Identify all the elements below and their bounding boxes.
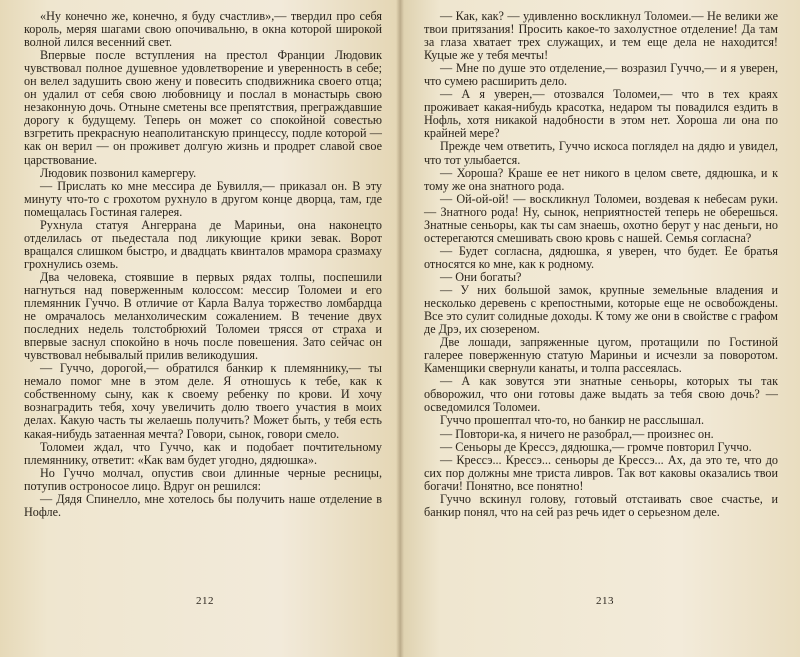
paragraph: — Ой-ой-ой! — воскликнул Толомеи, воздевая к небесам руки.— Знатного рода! Ну, сынок, неприятностей теперь не оберешься. Знатные сеньоры, как ты сам знаешь, охотно берут у нас деньги, но остерегаются смешивать свою кровь с нашей. Семья согласна?	[424, 191, 778, 245]
paragraph: Гуччо прошептал что-то, но банкир не расслышал.	[440, 413, 705, 428]
page-number: 213	[596, 595, 614, 607]
paragraph: — Мне по душе это отделение,— возразил Гуччо,— и я уверен, что сумею расширить дело.	[424, 61, 778, 89]
paragraph: Два человека, стоявшие в первых рядах толпы, поспешили нагнуться над поверженным колоссом: мессир Толомеи и его племянник Гуччо. В отличие от Карла Валуа торжество ломбардца не омрачалось меланхолическим сожалением. В течение двух последних недель толстобрюхий Толомеи трясся от страха и впервые заснул спокойно в ночь после повешения. Зато сейчас он чувствовал небывалый прилив великодушия.	[24, 269, 382, 363]
paragraph: «Ну конечно же, конечно, я буду счастлив»,— твердил про себя король, меряя шагами свою опочивальню, в окна которой широкой волной лился весенний свет.	[24, 9, 382, 50]
page-number: 212	[196, 595, 214, 607]
paragraph: — А я уверен,— отозвался Толомеи,— что в тех краях проживает какая-нибудь красотка, недаром ты повадился ездить в Нофль, хотя никакой надобности в этом нет. Хороша ли она по крайней мере?	[424, 87, 778, 141]
paragraph: Рухнула статуя Ангеррана де Мариньи, она наконецто отделилась от пьедестала под ликующие крики зевак. Ворот вращался слишком быстро, и двадцать квинталов мрамора сразмаху грохнулись оземь.	[24, 217, 382, 271]
right-page-text	[424, 10, 778, 519]
paragraph: — Будет согласна, дядюшка, я уверен, что будет. Ее братья относятся ко мне, как к родному.	[424, 243, 778, 271]
paragraph: — Они богаты?	[440, 269, 522, 284]
paragraph: Толомеи ждал, что Гуччо, как и подобает почтительному племяннику, ответит: «Как вам будет угодно, дядюшка».	[24, 439, 382, 467]
paragraph: Гуччо вскинул голову, готовый отстаивать свое счастье, и банкир понял, что на сей раз речь идет о серьезном деле.	[424, 491, 778, 519]
left-page-text	[24, 10, 382, 519]
paragraph: — Повтори-ка, я ничего не разобрал,— произнес он.	[440, 426, 714, 441]
paragraph: — Гуччо, дорогой,— обратился банкир к племяннику,— ты немало помог мне в этом деле. Я отношусь к тебе, как к собственному сыну, как к своему ребенку по крови. И хочу вознаградить тебя, хочу увеличить долю твоего участия в моих делах. Какую часть ты желаешь получить? Может быть, у тебя есть какая-нибудь затаенная мечта? Говори, сынок, говори смело.	[24, 361, 382, 441]
paragraph: — Дядя Спинелло, мне хотелось бы получить наше отделение в Нофле.	[24, 491, 382, 519]
paragraph: — Сеньоры де Крессэ, дядюшка,— громче повторил Гуччо.	[440, 439, 752, 454]
paragraph: Впервые после вступления на престол Франции Людовик чувствовал полное душевное удовлетворение и уверенность в себе; он велел задушить свою жену и повесить сподвижника своего отца; он удалил от себя свою любовницу и послал в монастырь свою незаконную дочь. Отныне сметены все препятствия, преграждавшие дорогу к будущему. Теперь он может со спокойной совестью взгретить прекрасную неаполитанскую принцессу, подле которой — как он верил — он проживет долгую жизнь и продрет славой свое царствование.	[24, 48, 382, 167]
paragraph: — Хороша? Краше ее нет никого в целом свете, дядюшка, и к тому же она знатного рода.	[424, 165, 778, 193]
paragraph: Но Гуччо молчал, опустив свои длинные черные ресницы, потупив остроносое лицо. Вдруг он решился:	[24, 465, 382, 493]
right-page	[400, 0, 800, 657]
paragraph: — Как, как? — удивленно воскликнул Толомеи.— Не велики же твои притязания! Просить какое-то захолустное отделение! Да там за глаза хватает трех служащих, и тем еще дела не находится! Куцые же у тебя мечты!	[424, 9, 778, 63]
book-gutter	[396, 0, 404, 657]
paragraph: — У них большой замок, крупные земельные владения и несколько деревень с крепостными, которые еще не освобождены. Все это сулит солидные доходы. К тому же они в свойстве с графом де Дрэ, их сюзереном.	[424, 282, 778, 337]
paragraph: — Прислать ко мне мессира де Бувилля,— приказал он. В эту минуту что-то с грохотом рухнуло в другом конце дворца, там, где помещалась Гостиная галерея.	[24, 178, 382, 219]
paragraph: Прежде чем ответить, Гуччо искоса поглядел на дядю и увидел, что тот улыбается.	[424, 139, 778, 167]
paragraph: Людовик позвонил камергеру.	[40, 165, 197, 180]
paragraph: Две лошади, запряженные цугом, протащили по Гостиной галерее поверженную статую Мариньи и исчезли за поворотом. Каменщики свернули канаты, и толпа рассеялась.	[424, 335, 778, 376]
paragraph: — А как зовутся эти знатные сеньоры, которых ты так обворожил, что они готовы даже выдать за тебя свою дочь? — осведомился Толомеи.	[424, 374, 778, 415]
paragraph: — Крессэ... Крессэ... сеньоры де Крессэ... Ах, да это те, что до сих пор должны мне триста ливров. Так вот каковы оказались твои богачи! Понятно, все понятно!	[424, 452, 778, 493]
